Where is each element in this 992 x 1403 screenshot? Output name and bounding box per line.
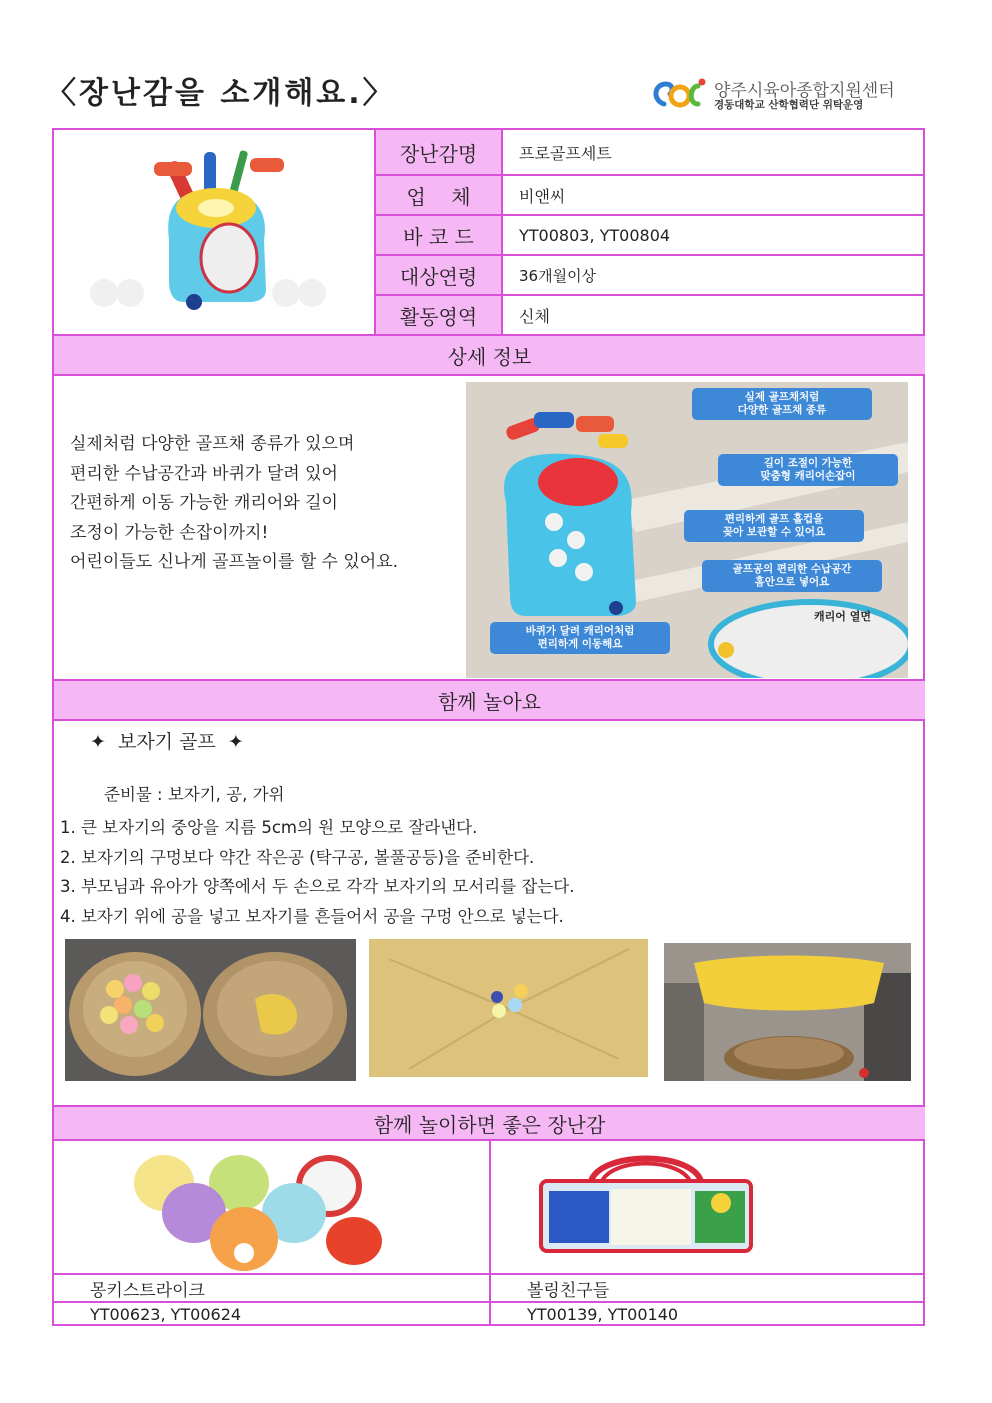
callout-ball-storage: 골프공의 편리한 수납공간 홈안으로 넣어요	[702, 560, 882, 592]
play-section	[54, 719, 925, 1105]
callout-hole-cup: 편리하게 골프 홀컵을 꽂아 보관할 수 있어요	[684, 510, 864, 542]
recommend-toy-1-photo-cell	[54, 1139, 489, 1273]
center-operator: 경동대학교 산학협력단 위탁운영	[714, 99, 864, 111]
play-title	[90, 727, 244, 754]
info-value-barcode: YT00803, YT00804	[501, 214, 925, 254]
callout-handle: 길이 조절이 가능한 맞춤형 캐리어손잡이	[718, 454, 898, 486]
recommend-toy-2-photo-cell	[489, 1139, 925, 1273]
callout-clubs: 실제 골프채처럼 다양한 골프채 종류	[692, 388, 872, 420]
detail-section	[54, 374, 925, 679]
recommend-toy-1-name: 몽키스트라이크	[54, 1273, 489, 1301]
play-step: 4. 보자기 위에 공을 넣고 보자기를 흔들어서 공을 구멍 안으로 넣는다.	[60, 906, 564, 926]
info-value-age: 36개월이상	[501, 254, 925, 294]
carrier-open-label: 캐리어 열면	[814, 610, 871, 623]
info-label-age: 대상연령	[374, 254, 501, 294]
sparkle-icon: ✦	[227, 731, 244, 753]
info-value-company: 비앤씨	[501, 174, 925, 214]
play-materials: 준비물 : 보자기, 공, 가위	[104, 785, 285, 804]
toy-photo-cell	[54, 130, 374, 334]
detail-header: 상세 정보	[54, 334, 925, 374]
play-title-text: 보자기 골프	[117, 731, 216, 753]
recommend-toy-2-name: 볼링친구들	[489, 1273, 925, 1301]
info-label-area: 활동영역	[374, 294, 501, 334]
play-header: 함께 놀아요	[54, 679, 925, 719]
info-label-name: 장난감명	[374, 130, 501, 174]
recommend-toy-1-barcode: YT00623, YT00624	[54, 1301, 489, 1326]
info-label-barcode: 바 코 드	[374, 214, 501, 254]
recommend-toy-2-barcode: YT00139, YT00140	[489, 1301, 925, 1326]
play-step: 1. 큰 보자기의 중앙을 지름 5cm의 원 모양으로 잘라낸다.	[60, 818, 478, 837]
toy-card	[52, 128, 925, 1326]
recommend-header: 함께 놀이하면 좋은 장난감	[54, 1105, 925, 1139]
monkey-strike-photo	[54, 1141, 489, 1275]
info-value-area: 신체	[501, 294, 925, 334]
bowling-friends-photo	[491, 1141, 927, 1275]
detail-description: 실제처럼 다양한 골프채 종류가 있으며 편리한 수납공간과 바퀴가 달려 있어 간편하게 이동 가능한 캐리어와 길이 조정이 가능한 손잡이까지! 어린이들도 신나게 골프놀이를 할 수 있어요.	[70, 434, 399, 572]
play-step: 3. 부모님과 유아가 양쪽에서 두 손으로 각각 보자기의 모서리를 잡는다.	[60, 877, 575, 896]
play-photo-shaking	[664, 943, 911, 1081]
detail-diagram	[466, 382, 908, 678]
info-label-company: 업 체	[374, 174, 501, 214]
play-step: 2. 보자기의 구멍보다 약간 작은공 (탁구공, 볼풀공등)을 준비한다.	[60, 847, 535, 867]
center-name: 양주시육아종합지원센터	[714, 81, 895, 101]
play-photo-cloth	[369, 939, 648, 1077]
play-steps	[60, 813, 574, 931]
center-logo-mark	[650, 74, 710, 110]
center-logo	[650, 74, 920, 114]
page-title: 〈장난감을 소개해요.〉	[46, 76, 396, 111]
info-value-name: 프로골프세트	[501, 130, 925, 174]
sparkle-icon: ✦	[90, 731, 106, 753]
golf-set-photo	[54, 130, 374, 334]
callout-wheels: 바퀴가 달려 캐리어처럼 편리하게 이동해요	[490, 622, 670, 654]
play-photo-baskets	[65, 939, 356, 1081]
